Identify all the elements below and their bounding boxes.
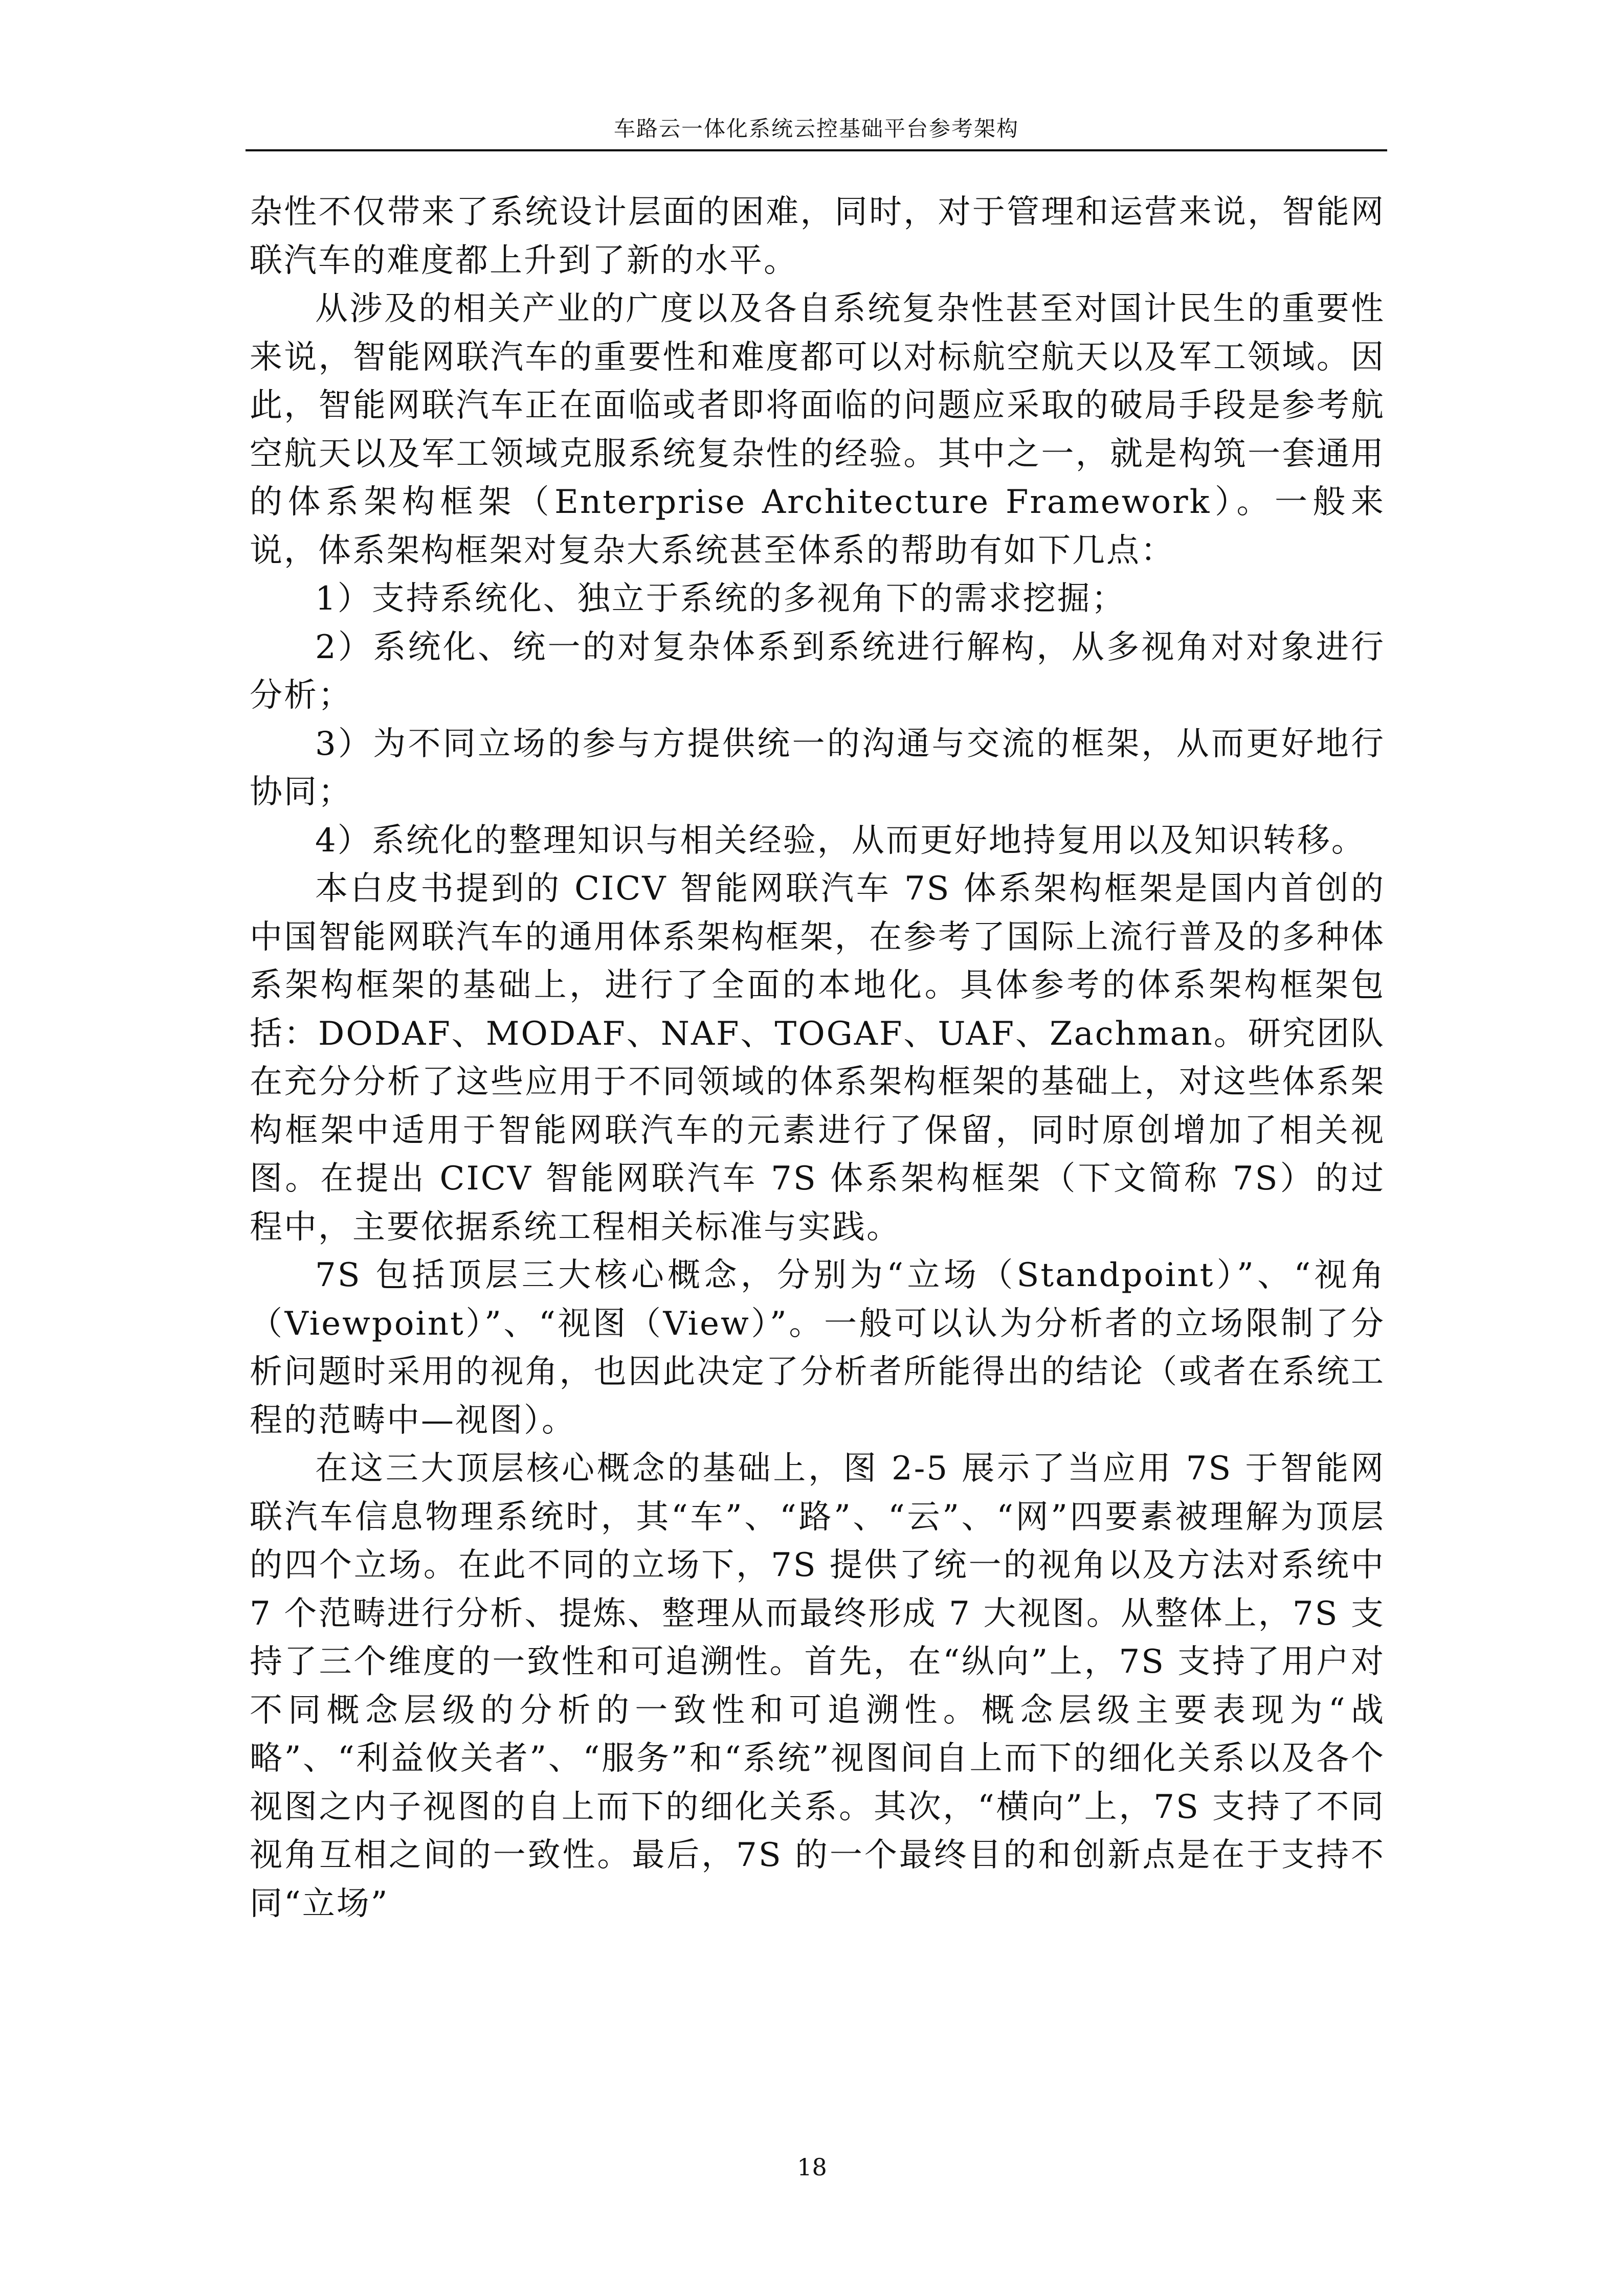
body-text — [250, 188, 1385, 1928]
list-item: 2）系统化、统一的对复杂体系到系统进行解构，从多视角对对象进行分析； — [250, 628, 1385, 714]
paragraph: 杂性不仅带来了系统设计层面的困难，同时，对于管理和运营来说，智能网联汽车的难度都上升到了新的水平。 — [250, 193, 1385, 280]
list-item: 1）支持系统化、独立于系统的多视角下的需求挖掘； — [315, 580, 1126, 618]
paragraph: 在这三大顶层核心概念的基础上，图 2-5 展示了当应用 7S 于智能网联汽车信息物理系统时，其“车”、“路”、“云”、“网”四要素被理解为顶层的四个立场。在此不同的立场下，7S 提供了统一的视角以及方法对系统中 7 个范畴进行分析、提炼、整理从而最终形成 7 大视图。从整体上，7S 支持了三个维度的一致性和可追溯性。首先，在“纵向”上，7S 支持了用户对不同概念层级的分析的一致性和可追溯性。概念层级主要表现为“战略”、“利益攸关者”、“服务”和“系统”视图间自上而下的细化关系以及各个视图之内子视图的自上而下的细化关系。其次，“横向”上，7S 支持了不同视角互相之间的一致性。最后，7S 的一个最终目的和创新点是在于支持不同“立场” — [250, 1450, 1385, 1923]
list-item: 3）为不同立场的参与方提供统一的沟通与交流的框架，从而更好地行协同； — [250, 725, 1385, 811]
paragraph: 从涉及的相关产业的广度以及各自系统复杂性甚至对国计民生的重要性来说，智能网联汽车的重要性和难度都可以对标航空航天以及军工领域。因此，智能网联汽车正在面临或者即将面临的问题应采取的破局手段是参考航空航天以及军工领域克服系统复杂性的经验。其中之一，就是构筑一套通用的体系架构框架（Enterprise Architecture Framework）。一般来说，体系架构框架对复杂大系统甚至体系的帮助有如下几点： — [250, 290, 1385, 570]
page-number: 18 — [797, 2153, 827, 2181]
paragraph: 本白皮书提到的 CICV 智能网联汽车 7S 体系架构框架是国内首创的中国智能网联汽车的通用体系架构框架，在参考了国际上流行普及的多种体系架构框架的基础上，进行了全面的本地化。具体参考的体系架构框架包括：DODAF、MODAF、NAF、TOGAF、UAF、Zachman。研究团队在充分分析了这些应用于不同领域的体系架构框架的基础上，对这些体系架构框架中适用于智能网联汽车的元素进行了保留，同时原创增加了相关视图。在提出 CICV 智能网联汽车 7S 体系架构框架（下文简称 7S）的过程中，主要依据系统工程相关标准与实践。 — [250, 870, 1385, 1246]
header-rule — [246, 149, 1387, 151]
running-header: 车路云一体化系统云控基础平台参考架构 — [613, 116, 1019, 141]
paragraph: 7S 包括顶层三大核心概念，分别为“立场（Standpoint）”、“视角（Viewpoint）”、“视图（View）”。一般可以认为分析者的立场限制了分析问题时采用的视角，也因此决定了分析者所能得出的结论（或者在系统工程的范畴中—视图）。 — [250, 1256, 1385, 1439]
list-item: 4）系统化的整理知识与相关经验，从而更好地持复用以及知识转移。 — [315, 821, 1366, 860]
